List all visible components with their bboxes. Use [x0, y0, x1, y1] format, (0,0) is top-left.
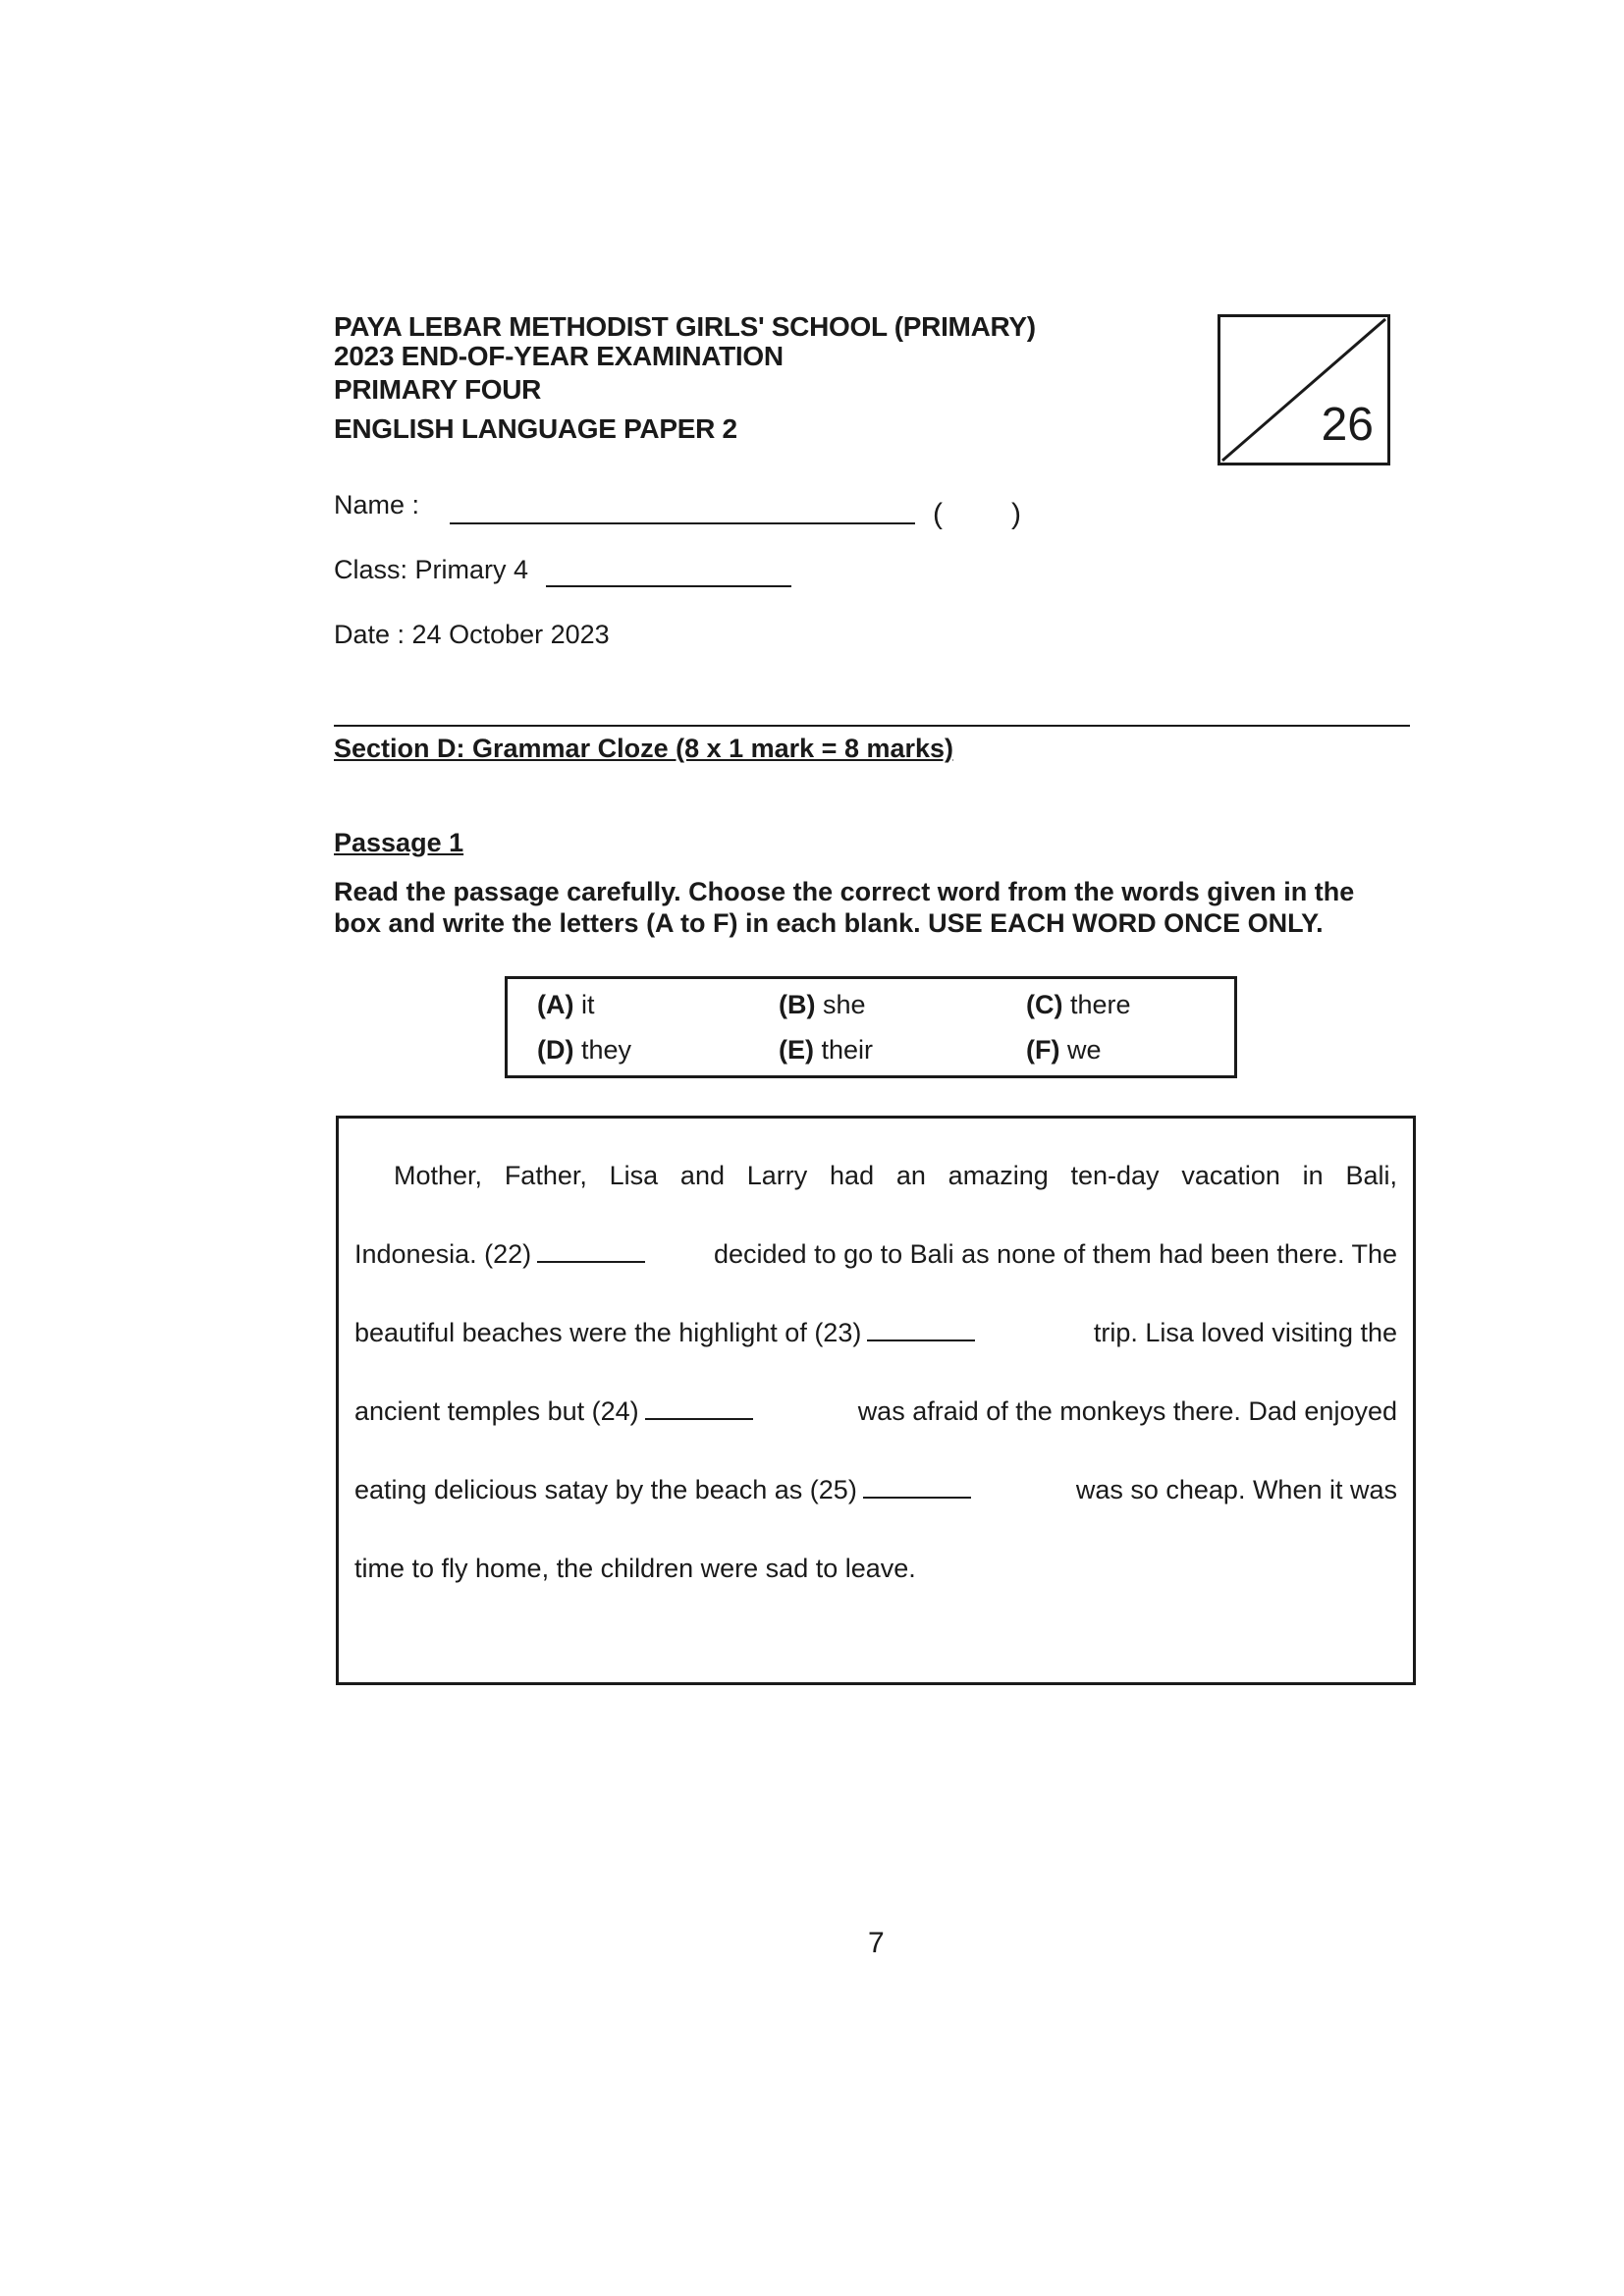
blank-22[interactable]: [537, 1239, 645, 1263]
word: had: [830, 1161, 875, 1190]
line-text: was afraid of the monkeys there. Dad enjoyed: [857, 1396, 1397, 1426]
register-number-field[interactable]: [948, 522, 1007, 524]
school-name: PAYA LEBAR METHODIST GIRLS' SCHOOL (PRIMARY): [334, 311, 1036, 342]
option-c: [1026, 989, 1131, 1020]
line-text: decided to go to Bali as none of them had been there. The: [713, 1239, 1397, 1269]
class-field[interactable]: [546, 585, 791, 587]
option-word: she: [823, 990, 866, 1019]
name-label: Name :: [334, 490, 420, 519]
passage-line-1: [394, 1160, 1397, 1191]
option-a: [537, 989, 595, 1020]
line-text: trip. Lisa loved visiting the: [1093, 1318, 1397, 1347]
word: Mother,: [394, 1161, 483, 1190]
passage-title: Passage 1: [334, 828, 464, 857]
blank-25[interactable]: [863, 1475, 971, 1499]
word: Lisa: [609, 1161, 659, 1190]
blank-24[interactable]: [645, 1396, 753, 1420]
passage-box: [336, 1116, 1416, 1685]
option-word: they: [581, 1035, 632, 1065]
divider-line: [334, 725, 1410, 727]
passage-line-5: [354, 1474, 1397, 1505]
paper-title: ENGLISH LANGUAGE PAPER 2: [334, 413, 737, 444]
word: Father,: [504, 1161, 587, 1190]
word: Larry: [746, 1161, 808, 1190]
option-word: we: [1067, 1035, 1102, 1065]
option-word: it: [581, 990, 595, 1019]
option-letter: (F): [1026, 1035, 1060, 1065]
passage-line-4: [354, 1395, 1397, 1427]
word: amazing: [947, 1161, 1049, 1190]
word: in: [1302, 1161, 1324, 1190]
passage-line-2: [354, 1238, 1397, 1270]
word: ten-day: [1070, 1161, 1160, 1190]
line-text: eating delicious satay by the beach as (25): [354, 1475, 857, 1504]
instruction-line-1: Read the passage carefully. Choose the correct word from the words given in the: [334, 877, 1355, 906]
class-label: Class: Primary 4: [334, 555, 529, 584]
option-word: there: [1070, 990, 1131, 1019]
exam-level: PRIMARY FOUR: [334, 374, 542, 405]
exam-title: 2023 END-OF-YEAR EXAMINATION: [334, 341, 784, 371]
line-text: time to fly home, the children were sad to leave.: [354, 1554, 916, 1583]
line-text: beautiful beaches were the highlight of (23): [354, 1318, 862, 1347]
instruction-line-2: box and write the letters (A to F) in each blank. USE EACH WORD ONCE ONLY.: [334, 908, 1324, 938]
option-letter: (E): [779, 1035, 814, 1065]
line-segment: [354, 1395, 759, 1427]
instructions: [334, 876, 1414, 939]
total-marks: 26: [1321, 399, 1374, 451]
line-text: was so cheap. When it was: [1075, 1475, 1397, 1504]
register-number-close: ): [1011, 498, 1021, 530]
line-segment: [354, 1474, 977, 1505]
passage-line-6: [354, 1553, 1397, 1584]
option-word: their: [821, 1035, 874, 1065]
passage-line-3: [354, 1317, 1397, 1348]
option-letter: (C): [1026, 990, 1063, 1019]
blank-23[interactable]: [867, 1318, 975, 1341]
word: vacation: [1181, 1161, 1280, 1190]
option-letter: (D): [537, 1035, 574, 1065]
option-f: [1026, 1034, 1102, 1066]
option-d: [537, 1034, 631, 1066]
word: an: [895, 1161, 926, 1190]
name-field[interactable]: [450, 522, 915, 524]
line-segment: [354, 1238, 651, 1270]
word: and: [679, 1161, 725, 1190]
page-number: 7: [868, 1927, 885, 1959]
section-title: Section D: Grammar Cloze (8 x 1 mark = 8 marks): [334, 734, 954, 763]
option-b: [779, 989, 866, 1020]
option-letter: (A): [537, 990, 574, 1019]
line-text: Indonesia. (22): [354, 1239, 532, 1269]
word-options-box: [505, 976, 1237, 1078]
date-label: Date : 24 October 2023: [334, 620, 610, 649]
option-letter: (B): [779, 990, 816, 1019]
line-segment: [354, 1317, 981, 1348]
word: Bali,: [1345, 1161, 1397, 1190]
register-number-open: (: [933, 498, 943, 530]
score-box: [1218, 314, 1390, 465]
option-e: [779, 1034, 873, 1066]
line-text: ancient temples but (24): [354, 1396, 639, 1426]
